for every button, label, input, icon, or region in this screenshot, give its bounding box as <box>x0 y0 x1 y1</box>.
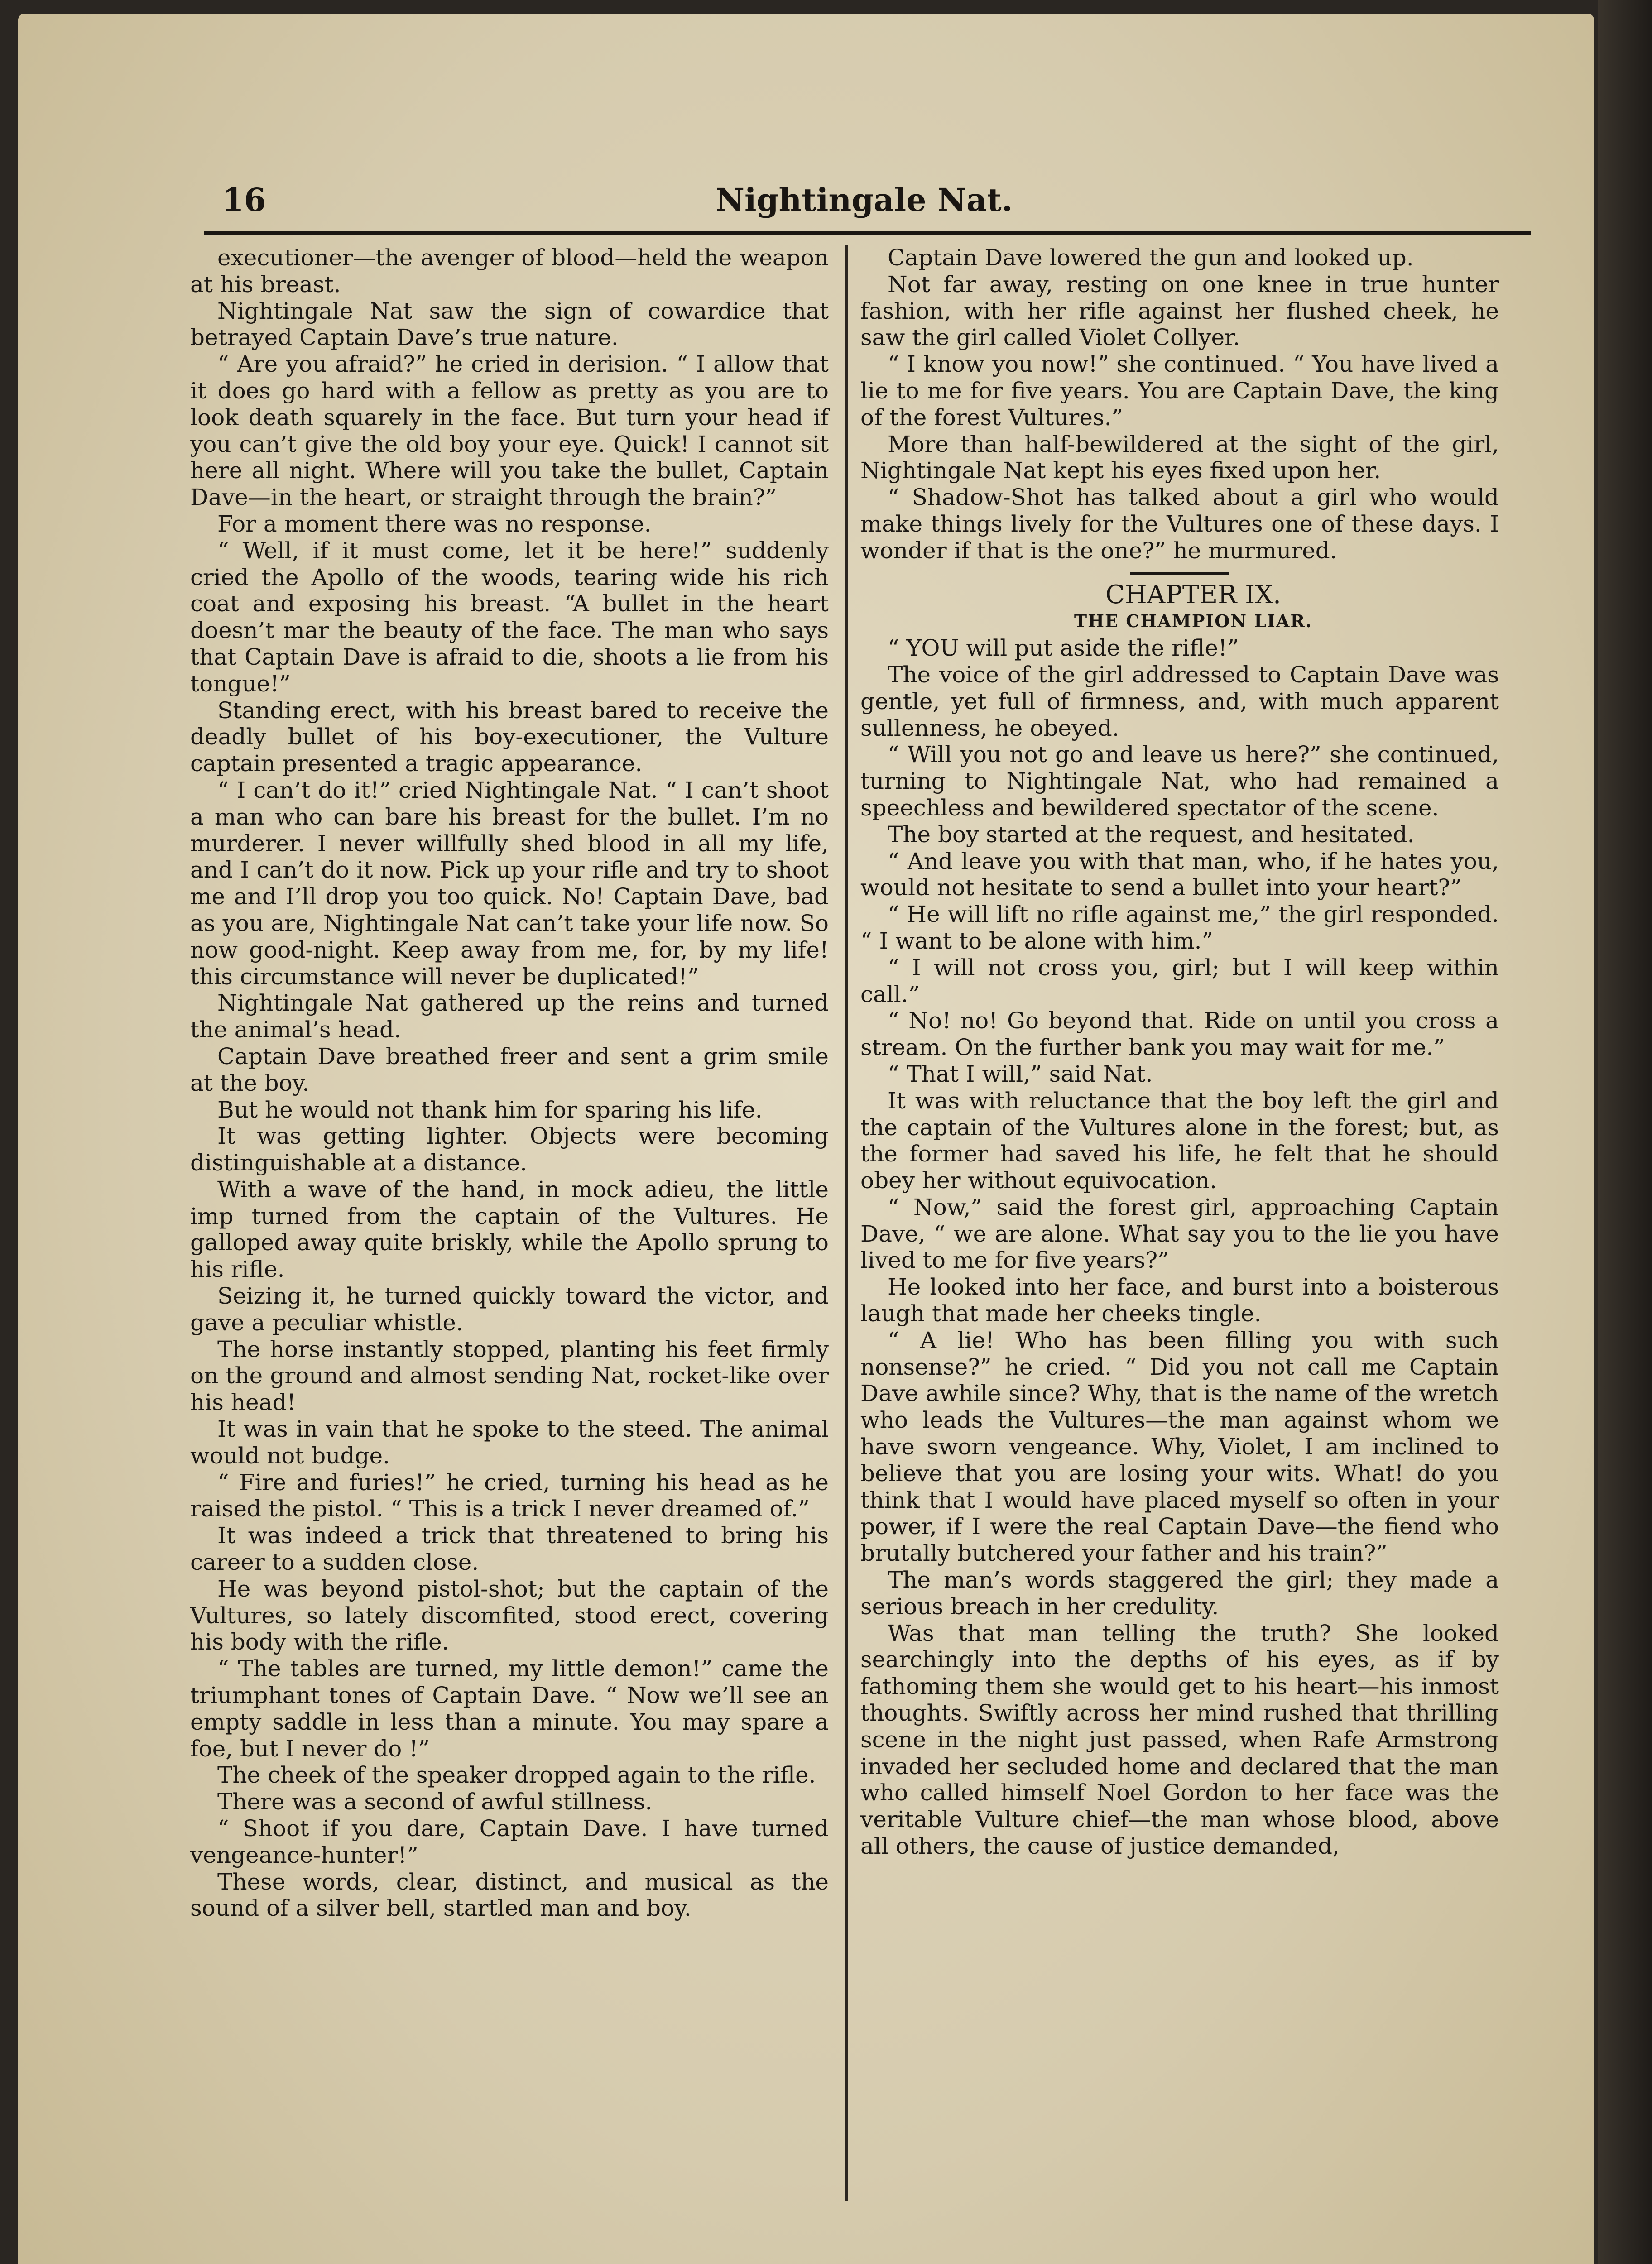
paragraph: It was getting lighter. Objects were becoming distinguishable at a distance. <box>190 1123 829 1176</box>
right-column-top <box>860 245 1499 564</box>
paragraph: The horse instantly stopped, planting his feet firmly on the ground and almost sending Nat, rocket-like over his head! <box>190 1336 829 1416</box>
binding-edge <box>1598 0 1652 2264</box>
paragraph: “ That I will,” said Nat. <box>888 1060 1153 1087</box>
paragraph: Standing erect, with his breast bared to receive the deadly bullet of his boy-executioner, the Vulture captain presented a tragic appearance. <box>190 697 829 777</box>
paragraph: “ The tables are turned, my little demon!” came the triumphant tones of Captain Dave. “ Now we’ll see an empty saddle in less than a minute. You may spare a foe, but I never do !” <box>190 1655 829 1762</box>
paragraph: “ And leave you with that man, who, if he hates you, would not hesitate to send a bullet into your heart?” <box>860 848 1499 901</box>
column-divider <box>845 245 848 2201</box>
paragraph: These words, clear, distinct, and musical as the sound of a silver bell, startled man and boy. <box>190 1868 829 1922</box>
chapter-heading: CHAPTER IX. <box>1105 580 1281 609</box>
paragraph: Not far away, resting on one knee in true hunter fashion, with her rifle against her flushed cheek, he saw the girl called Violet Collyer. <box>860 271 1499 351</box>
paragraph: The voice of the girl addressed to Captain Dave was gentle, yet full of firmness, and, with much apparent sullenness, he obeyed. <box>860 661 1499 741</box>
paragraph: There was a second of awful stillness. <box>217 1789 653 1815</box>
paragraph: For a moment there was no response. <box>217 510 652 537</box>
paragraph: Captain Dave breathed freer and sent a grim smile at the boy. <box>190 1043 829 1096</box>
page-header <box>204 177 1526 226</box>
paragraph: Nightingale Nat saw the sign of cowardice that betrayed Captain Dave’s true nature. <box>190 297 829 351</box>
paragraph: More than half-bewildered at the sight of the girl, Nightingale Nat kept his eyes fixed upon her. <box>860 431 1499 484</box>
paragraph: With a wave of the hand, in mock adieu, the little imp turned from the captain of the Vultures. He galloped away quite briskly, while the Apollo sprung to his rifle. <box>190 1176 829 1283</box>
paragraph: “ Shoot if you dare, Captain Dave. I have turned vengeance-hunter!” <box>190 1815 829 1868</box>
paragraph: “ Will you not go and leave us here?” she continued, turning to Nightingale Nat, who had remained a speechless and bewildered spectator of the scene. <box>860 741 1499 821</box>
running-title: Nightingale Nat. <box>716 181 1013 219</box>
paragraph: It was indeed a trick that threatened to bring his career to a sudden close. <box>190 1522 829 1576</box>
paragraph: “ He will lift no rifle against me,” the girl responded. “ I want to be alone with him.” <box>860 901 1499 954</box>
paragraph: “ Shadow-Shot has talked about a girl who would make things lively for the Vultures one of these days. I wonder if that is the one?” he murmured. <box>860 484 1499 564</box>
paragraph: “ I can’t do it!” cried Nightingale Nat. “ I can’t shoot a man who can bare his breast for the bullet. I’m no murderer. I never willfully shed blood in all my life, and I can’t do it now. Pick up your rifle and try to shoot me and I’ll drop you too quick. No! Captain Dave, bad as you are, Nightingale Nat can’t take your life now. So now good-night. Keep away from me, for, by my life! this circumstance will never be duplicated!” <box>190 777 829 990</box>
paragraph: Captain Dave lowered the gun and looked up. <box>888 245 1414 271</box>
paragraph: “ Fire and furies!” he cried, turning his head as he raised the pistol. “ This is a trick I never dreamed of.” <box>190 1469 829 1522</box>
chapter-subtitle: THE CHAMPION LIAR. <box>1074 611 1313 632</box>
paragraph: But he would not thank him for sparing his life. <box>217 1096 763 1123</box>
paragraph: Was that man telling the truth? She looked searchingly into the depths of his eyes, as if by fathoming them she would get to his heart—his inmost thoughts. Swiftly across her mind rushed that thrilling scene in the night just passed, when Rafe Armstrong invaded her secluded home and declared that the man who called himself Noel Gordon to her face was the veritable Vulture chief—the man whose blood, above all others, the cause of justice demanded, <box>860 1620 1499 1860</box>
page-number: 16 <box>222 181 266 219</box>
paragraph: “ Are you afraid?” he cried in derision. “ I allow that it does go hard with a fellow as pretty as you are to look death squarely in the face. But turn your head if you can’t give the old boy your eye. Quick! I cannot sit here all night. Where will you take the bullet, Captain Dave—in the heart, or straight through the brain?” <box>190 351 829 511</box>
paragraph: “ YOU will put aside the rifle!” <box>888 635 1239 662</box>
paragraph: It was in vain that he spoke to the steed. The animal would not budge. <box>190 1416 829 1469</box>
right-column <box>860 245 1499 1860</box>
paragraph: “ I will not cross you, girl; but I will keep within call.” <box>860 954 1499 1007</box>
paragraph: The man’s words staggered the girl; they made a serious breach in her credulity. <box>860 1567 1499 1620</box>
paragraph: “ Now,” said the forest girl, approaching Captain Dave, “ we are alone. What say you to the lie you have lived to me for five years?” <box>860 1194 1499 1274</box>
right-column-bottom <box>860 635 1499 1860</box>
paragraph: He was beyond pistol-shot; but the captain of the Vultures, so lately discomfited, stood erect, covering his body with the rifle. <box>190 1575 829 1655</box>
paragraph: The cheek of the speaker dropped again to the rifle. <box>217 1762 816 1789</box>
paragraph: executioner—the avenger of blood—held the weapon at his breast. <box>190 245 829 297</box>
section-divider <box>1130 572 1229 575</box>
paragraph: The boy started at the request, and hesitated. <box>888 821 1415 848</box>
paragraph: Nightingale Nat gathered up the reins and turned the animal’s head. <box>190 990 829 1043</box>
header-rule <box>204 231 1531 235</box>
paragraph: He looked into her face, and burst into a boisterous laugh that made her cheeks tingle. <box>860 1274 1499 1327</box>
left-column <box>190 245 829 1922</box>
paragraph: Seizing it, he turned quickly toward the victor, and gave a peculiar whistle. <box>190 1283 829 1336</box>
paragraph: “ A lie! Who has been filling you with such nonsense?” he cried. “ Did you not call me Captain Dave awhile since? Why, that is the name of the wretch who leads the Vultures—the man against whom we have sworn vengeance. Why, Violet, I am inclined to believe that you are losing your wits. What! do you think that I would have placed myself so often in your power, if I were the real Captain Dave—the fiend who brutally butchered your father and his train?” <box>860 1327 1499 1567</box>
paragraph: “ I know you now!” she continued. “ You have lived a lie to me for five years. You are Captain Dave, the king of the forest Vultures.” <box>860 351 1499 431</box>
paragraph: “ No! no! Go beyond that. Ride on until you cross a stream. On the further bank you may wait for me.” <box>860 1007 1499 1061</box>
paragraph: It was with reluctance that the boy left the girl and the captain of the Vultures alone in the forest; but, as the former had saved his life, he felt that he should obey her without equivocation. <box>860 1087 1499 1194</box>
paragraph: “ Well, if it must come, let it be here!” suddenly cried the Apollo of the woods, tearing wide his rich coat and exposing his breast. “A bullet in the heart doesn’t mar the beauty of the face. The man who says that Captain Dave is afraid to die, shoots a lie from his tongue!” <box>190 537 829 697</box>
